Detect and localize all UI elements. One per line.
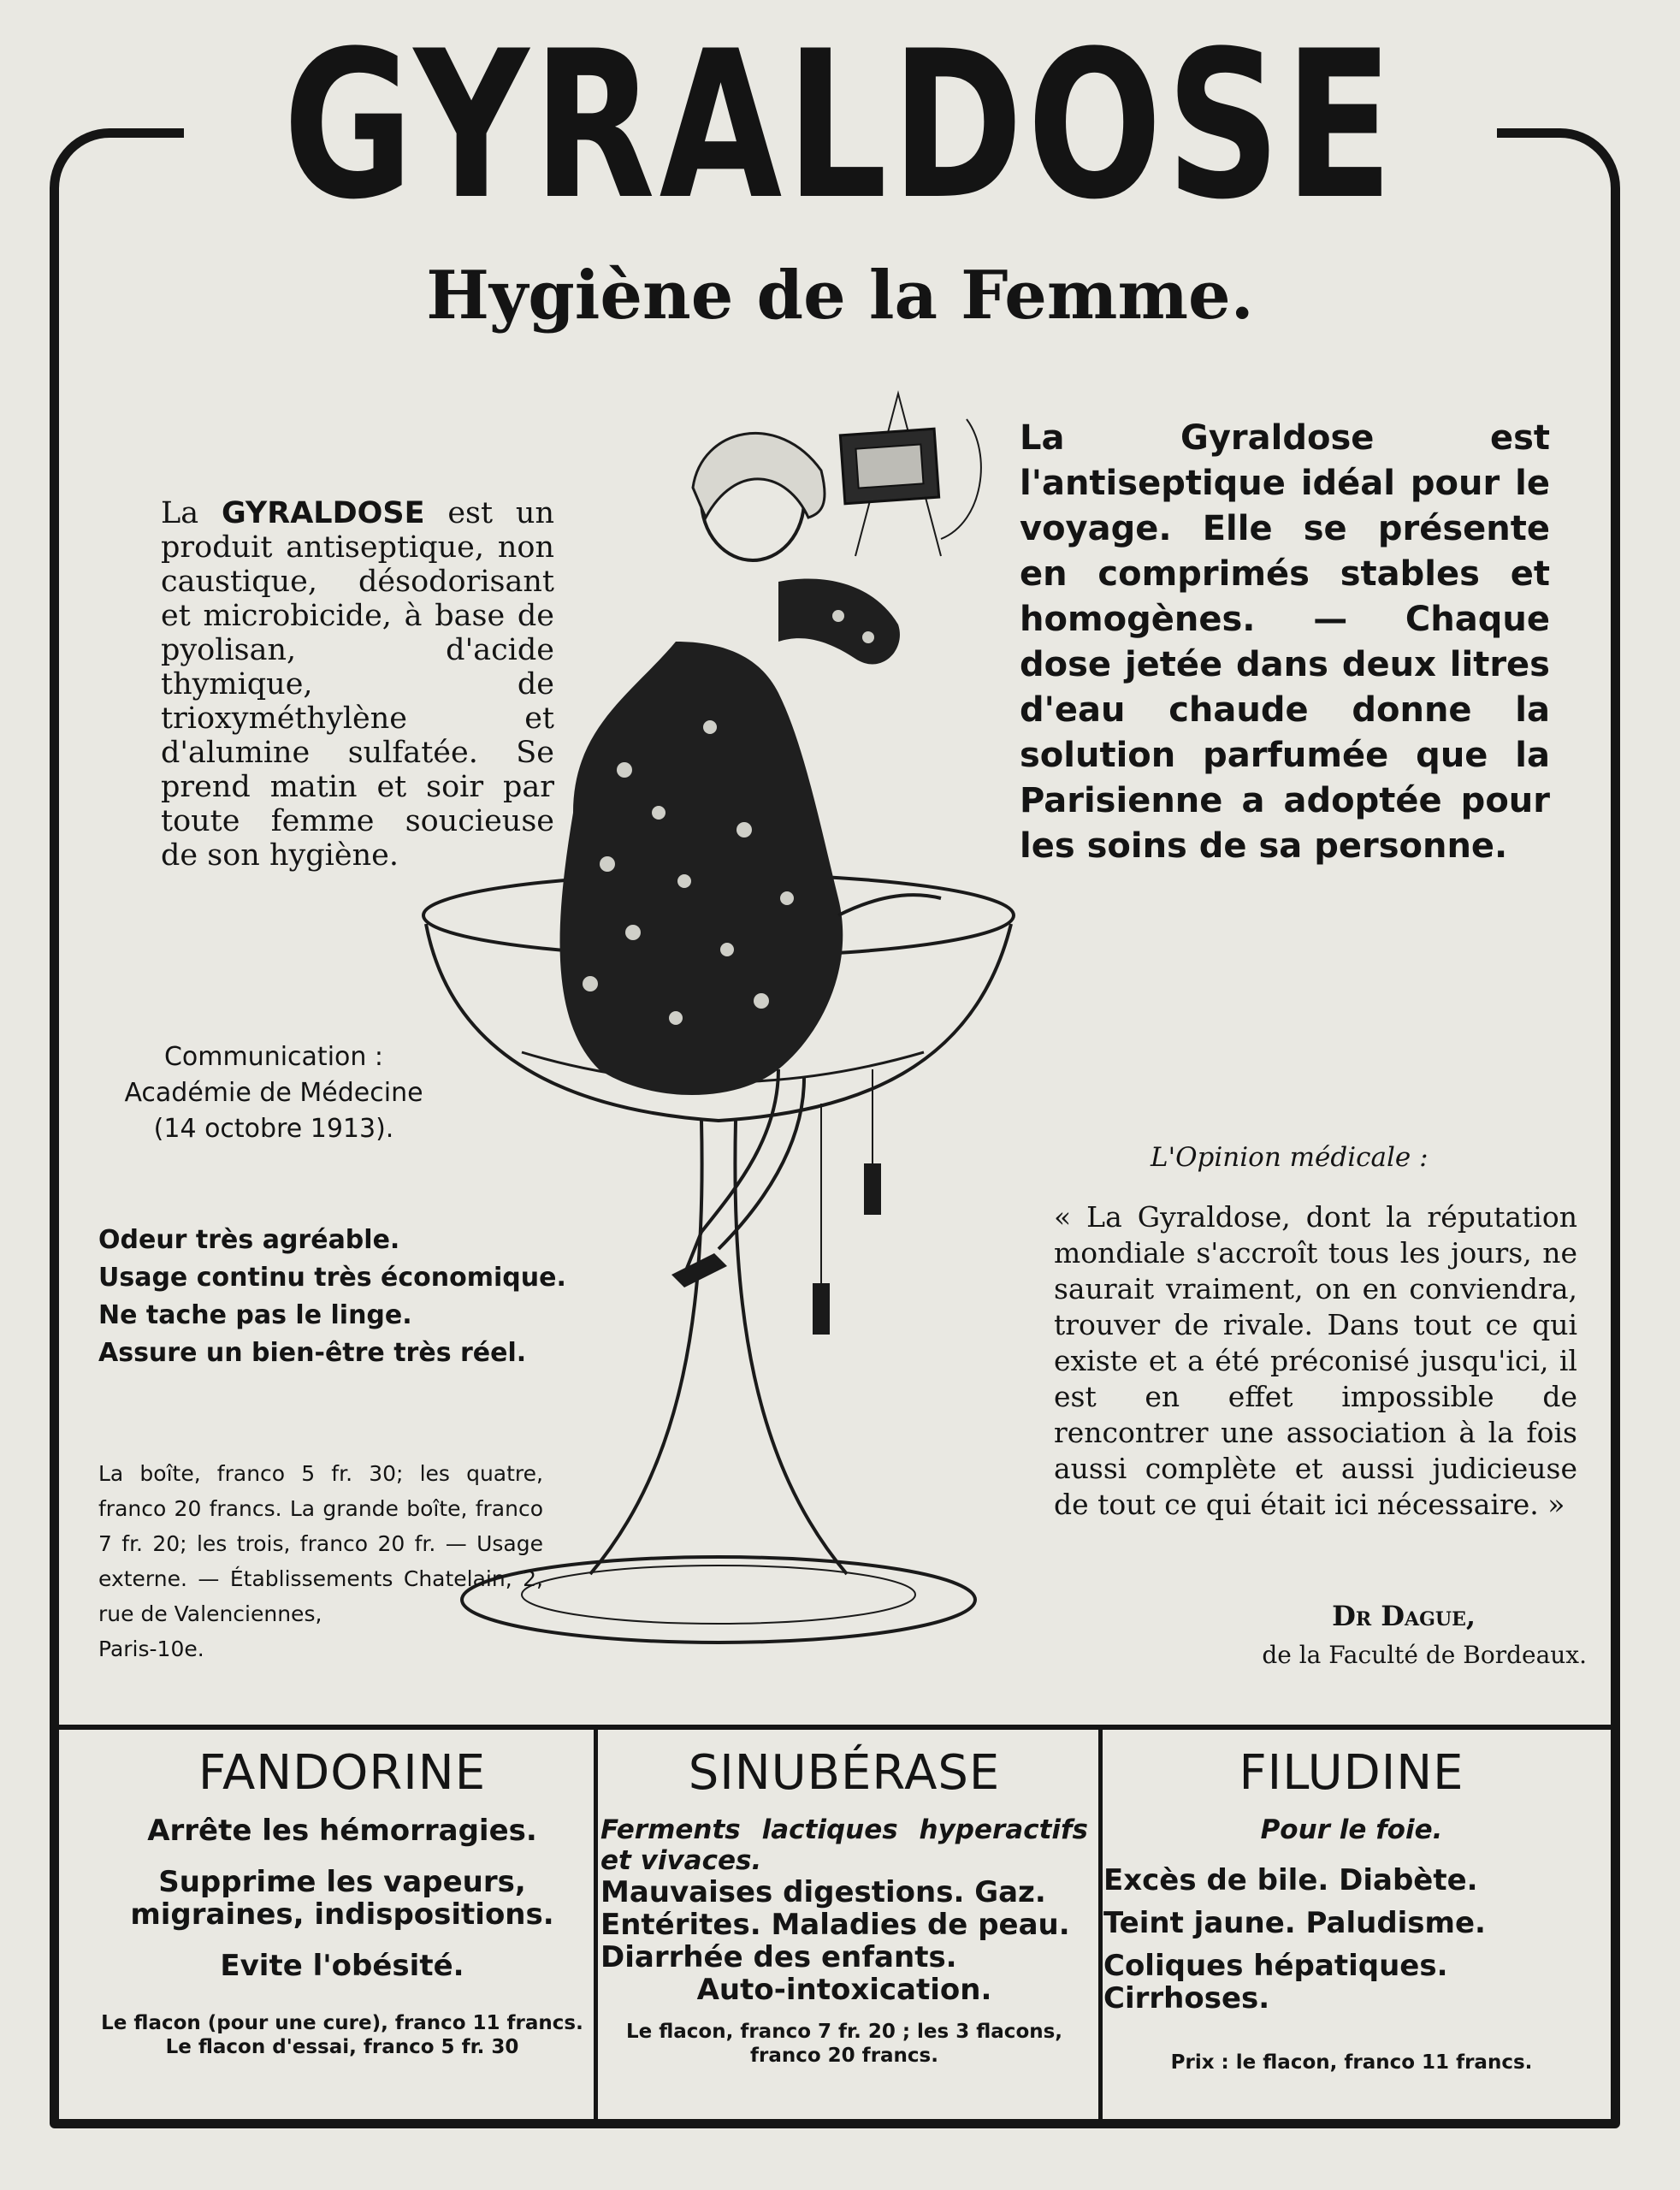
intro-text: est un produit antiseptique, non caustique, désodorisant et microbicide, à base de pyolisan, d'acide thymique, de trioxyméthylène et d'alumine sulfatée. Se prend matin et soir par toute femme soucieuse de son hygiène.	[161, 496, 554, 873]
products-divider	[53, 1725, 1618, 1730]
communication-line-1: Communication :	[163, 1042, 384, 1072]
product-line: Excès de bile. Diabète.	[1103, 1863, 1478, 1897]
price-paragraph	[98, 1456, 543, 1666]
product-filudine	[1103, 1745, 1600, 2075]
price-text: La boîte, franco 5 fr. 30; les quatre, franco 20 francs. La grande boîte, franco 7 fr. 20; les trois, franco 20 fr. — Usage externe. — Établissements Chatelain, 2, rue de Valenciennes,	[98, 1461, 543, 1626]
product-price: Le flacon (pour une cure), franco 11 francs.	[101, 2012, 583, 2034]
quote-author: Dr Dague,	[1332, 1600, 1476, 1632]
price-address-end: Paris-10e.	[98, 1637, 204, 1661]
feature-item: Assure un bien-être très réel.	[98, 1338, 527, 1368]
medical-quote: « La Gyraldose, dont la réputation mondiale s'accroît tous les jours, ne saurait vraiment, on en conviendra, trouver de rivale. Dans tout ce qui existe et a été préconisé jusqu'ici, il est en effet impossible de rencontrer une association à la fois aussi complète et aussi judicieuse de tout ce qui était ici nécessaire. »	[1054, 1200, 1577, 1521]
product-price: Le flacon d'essai, franco 5 fr. 30	[165, 2036, 519, 2058]
product-name: SINUBÉRASE	[688, 1745, 1001, 1801]
feature-item: Ne tache pas le linge.	[98, 1300, 412, 1330]
intro-lead: La	[161, 496, 222, 530]
product-line: Evite l'obésité.	[220, 1949, 464, 1983]
product-line: Auto-intoxication.	[696, 1973, 992, 2007]
column-divider	[1098, 1726, 1103, 2122]
feature-item: Odeur très agréable.	[98, 1225, 400, 1255]
product-name: FILUDINE	[1239, 1745, 1464, 1801]
product-line: Mauvaises digestions. Gaz. Entérites. Maladies de peau. Diarrhée des enfants.	[600, 1875, 1070, 1974]
product-price: Prix : le flacon, franco 11 francs.	[1170, 2051, 1533, 2074]
product-price: Le flacon, franco 7 fr. 20 ; les 3 flacons, franco 20 francs.	[625, 2021, 1063, 2067]
product-line: Arrête les hémorragies.	[147, 1814, 537, 1848]
features-list	[98, 1222, 577, 1372]
column-divider	[594, 1726, 598, 2122]
product-line: Supprime les vapeurs, migraines, indispositions.	[130, 1865, 554, 1932]
product-name: FANDORINE	[198, 1745, 487, 1801]
page-subtitle: Hygiène de la Femme.	[426, 257, 1254, 334]
feature-item: Usage continu très économique.	[98, 1263, 566, 1293]
intro-brand: GYRALDOSE	[221, 496, 425, 530]
opinion-heading: L'Opinion médicale :	[1151, 1142, 1429, 1173]
product-italic-line: Ferments lactiques hyperactifs et vivaces.	[600, 1814, 1088, 1876]
communication-note	[94, 1039, 453, 1147]
product-subtitle: Pour le foie.	[1260, 1814, 1443, 1845]
product-line: Coliques hépatiques.	[1103, 1949, 1448, 1983]
product-fandorine	[94, 1745, 590, 2059]
product-line: Cirrhoses.	[1103, 1981, 1270, 2015]
quote-affiliation: de la Faculté de Bordeaux.	[1262, 1641, 1587, 1669]
travel-paragraph: La Gyraldose est l'antiseptique idéal pour le voyage. Elle se présente en comprimés stables et homogènes. — Chaque dose jetée dans deux litres d'eau chaude donne la solution parfumée que la Parisienne a adoptée pour les soins de sa personne.	[1020, 418, 1550, 866]
product-line: Teint jaune. Paludisme.	[1103, 1906, 1486, 1940]
communication-line-3: (14 octobre 1913).	[153, 1114, 394, 1144]
brand-title: GYRALDOSE	[282, 8, 1398, 245]
intro-paragraph	[161, 496, 554, 873]
communication-line-2: Académie de Médecine	[124, 1078, 423, 1108]
product-sinuberase	[600, 1745, 1088, 2068]
